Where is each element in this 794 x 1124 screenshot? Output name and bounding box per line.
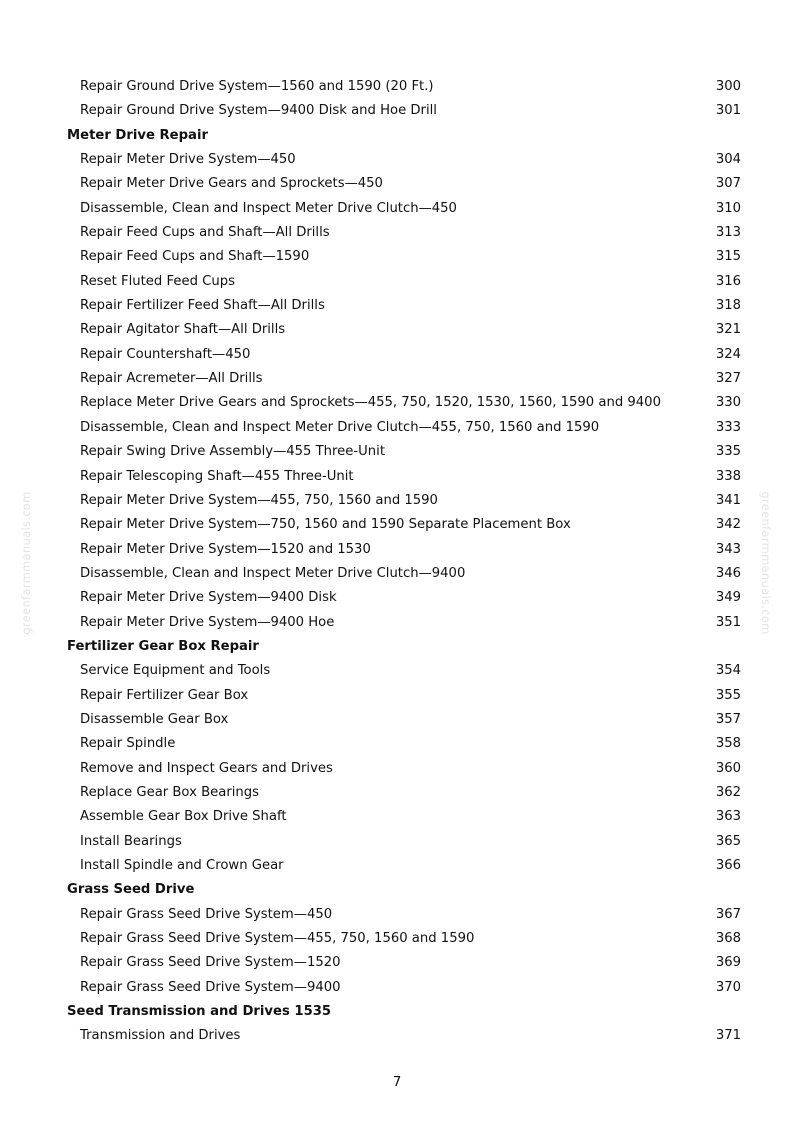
- toc-entry: [0, 586, 794, 610]
- toc-section-heading: [0, 1000, 794, 1024]
- toc-entry-page-number: 315: [715, 249, 741, 265]
- toc-entry-page-number: 371: [715, 1028, 741, 1044]
- toc-entry-title: Disassemble Gear Box: [80, 711, 229, 727]
- toc-entry-page-number: 338: [715, 468, 741, 484]
- toc-entry-page-number: 370: [715, 979, 741, 995]
- toc-entry-page-number: 346: [715, 565, 741, 581]
- watermark-left: greenfarmmanuals.com: [19, 491, 33, 635]
- table-of-contents: [0, 75, 794, 1049]
- toc-section-heading: [0, 635, 794, 659]
- toc-entry-page-number: 354: [715, 663, 741, 679]
- toc-entry-title: Disassemble, Clean and Inspect Meter Drive Clutch—450: [80, 200, 457, 216]
- toc-entry-title: Repair Meter Drive System—750, 1560 and 1590 Separate Placement Box: [80, 517, 571, 533]
- toc-entry-page-number: 335: [715, 444, 741, 460]
- toc-entry-title: Repair Meter Drive System—1520 and 1530: [80, 541, 371, 557]
- toc-entry-page-number: 318: [715, 298, 741, 314]
- toc-entry-title: Repair Meter Drive System—9400 Hoe: [80, 614, 335, 630]
- toc-entry-page-number: 358: [715, 736, 741, 752]
- toc-entry-title: Repair Swing Drive Assembly—455 Three-Unit: [80, 444, 385, 460]
- toc-entry-title: Install Bearings: [80, 833, 182, 849]
- toc-entry: [0, 270, 794, 294]
- toc-entry-page-number: 321: [715, 322, 741, 338]
- toc-entry-title: Disassemble, Clean and Inspect Meter Drive Clutch—455, 750, 1560 and 1590: [80, 419, 600, 435]
- toc-entry-page-number: 343: [715, 541, 741, 557]
- toc-entry: [0, 294, 794, 318]
- toc-entry-title: Repair Grass Seed Drive System—450: [80, 906, 333, 922]
- toc-entry-page-number: 363: [715, 809, 741, 825]
- toc-entry-title: Repair Fertilizer Gear Box: [80, 687, 249, 703]
- toc-entry: [0, 75, 794, 99]
- toc-entry-page-number: 324: [715, 346, 741, 362]
- toc-entry-page-number: 342: [715, 517, 741, 533]
- toc-entry-title: Replace Meter Drive Gears and Sprockets—455, 750, 1520, 1530, 1560, 1590 and 9400: [80, 395, 661, 411]
- toc-entry-title: Repair Meter Drive Gears and Sprockets—450: [80, 176, 383, 192]
- toc-entry: [0, 903, 794, 927]
- toc-entry: [0, 367, 794, 391]
- toc-entry-page-number: 362: [715, 784, 741, 800]
- toc-entry: [0, 440, 794, 464]
- toc-entry: [0, 465, 794, 489]
- toc-entry: [0, 172, 794, 196]
- toc-entry: [0, 659, 794, 683]
- toc-entry-title: Repair Meter Drive System—450: [80, 152, 296, 168]
- toc-entry: [0, 781, 794, 805]
- toc-entry-title: Repair Grass Seed Drive System—1520: [80, 955, 341, 971]
- toc-entry: [0, 391, 794, 415]
- toc-entry-page-number: 301: [715, 103, 741, 119]
- toc-entry: [0, 538, 794, 562]
- toc-entry-page-number: 341: [715, 492, 741, 508]
- toc-entry: [0, 489, 794, 513]
- toc-entry-page-number: 366: [715, 858, 741, 873]
- toc-entry: [0, 757, 794, 781]
- toc-section-title: Grass Seed Drive: [67, 882, 195, 898]
- toc-entry-page-number: 355: [715, 687, 741, 703]
- toc-entry-page-number: 369: [715, 955, 741, 971]
- toc-entry: [0, 513, 794, 537]
- toc-entry-title: Repair Grass Seed Drive System—455, 750, 1560 and 1590: [80, 931, 475, 947]
- toc-section-title: Meter Drive Repair: [67, 127, 208, 143]
- toc-entry-page-number: 360: [715, 760, 741, 776]
- toc-entry: [0, 416, 794, 440]
- toc-entry-title: Repair Telescoping Shaft—455 Three-Unit: [80, 468, 354, 484]
- toc-entry-title: Install Spindle and Crown Gear: [80, 858, 284, 873]
- toc-entry: [0, 611, 794, 635]
- toc-entry-title: Repair Ground Drive System—9400 Disk and Hoe Drill: [80, 103, 437, 119]
- toc-entry: [0, 976, 794, 1000]
- toc-entry: [0, 684, 794, 708]
- toc-entry-title: Repair Ground Drive System—1560 and 1590 (20 Ft.): [80, 79, 434, 94]
- toc-section-heading: [0, 124, 794, 148]
- toc-entry-page-number: 310: [715, 200, 741, 216]
- toc-entry-title: Repair Agitator Shaft—All Drills: [80, 322, 286, 338]
- watermark-right: greenfarmmanuals.com: [759, 491, 773, 635]
- toc-entry: [0, 99, 794, 123]
- toc-entry: [0, 245, 794, 269]
- toc-entry-title: Remove and Inspect Gears and Drives: [80, 760, 333, 776]
- toc-entry-title: Transmission and Drives: [80, 1028, 241, 1044]
- toc-entry-page-number: 327: [715, 371, 741, 387]
- toc-entry: [0, 951, 794, 975]
- toc-entry: [0, 1024, 794, 1048]
- toc-entry-page-number: 333: [715, 419, 741, 435]
- toc-entry-page-number: 368: [715, 931, 741, 947]
- toc-entry: [0, 732, 794, 756]
- toc-entry-page-number: 351: [715, 614, 741, 630]
- toc-entry: [0, 854, 794, 878]
- toc-entry-title: Repair Fertilizer Feed Shaft—All Drills: [80, 298, 325, 314]
- toc-entry-title: Repair Countershaft—450: [80, 346, 251, 362]
- toc-entry-title: Repair Meter Drive System—455, 750, 1560 and 1590: [80, 492, 438, 508]
- toc-section-title: Fertilizer Gear Box Repair: [67, 638, 259, 654]
- page-number: 7: [392, 1074, 402, 1090]
- toc-entry: [0, 805, 794, 829]
- toc-entry-page-number: 357: [715, 711, 741, 727]
- toc-entry-title: Repair Feed Cups and Shaft—1590: [80, 249, 310, 265]
- toc-entry-page-number: 300: [715, 79, 741, 94]
- toc-entry-page-number: 330: [715, 395, 741, 411]
- toc-entry-page-number: 313: [715, 225, 741, 241]
- toc-entry-page-number: 304: [715, 152, 741, 168]
- toc-entry-page-number: 316: [715, 273, 741, 289]
- toc-entry-page-number: 307: [715, 176, 741, 192]
- toc-entry: [0, 221, 794, 245]
- toc-entry-page-number: 349: [715, 590, 741, 606]
- toc-entry-title: Replace Gear Box Bearings: [80, 784, 260, 800]
- toc-entry-title: Repair Spindle: [80, 736, 176, 752]
- toc-entry-page-number: 365: [715, 833, 741, 849]
- toc-entry: [0, 830, 794, 854]
- toc-entry: [0, 562, 794, 586]
- toc-entry: [0, 318, 794, 342]
- toc-entry-title: Service Equipment and Tools: [80, 663, 271, 679]
- toc-entry-title: Assemble Gear Box Drive Shaft: [80, 809, 287, 825]
- toc-section-title: Seed Transmission and Drives 1535: [67, 1004, 332, 1020]
- toc-entry: [0, 708, 794, 732]
- toc-entry-title: Reset Fluted Feed Cups: [80, 273, 235, 289]
- toc-entry: [0, 197, 794, 221]
- toc-entry-title: Repair Feed Cups and Shaft—All Drills: [80, 225, 330, 241]
- toc-entry: [0, 927, 794, 951]
- toc-entry: [0, 343, 794, 367]
- toc-entry-title: Repair Meter Drive System—9400 Disk: [80, 590, 337, 606]
- toc-entry-page-number: 367: [715, 906, 741, 922]
- toc-section-heading: [0, 878, 794, 902]
- toc-entry-title: Repair Grass Seed Drive System—9400: [80, 979, 341, 995]
- toc-entry: [0, 148, 794, 172]
- toc-entry-title: Disassemble, Clean and Inspect Meter Drive Clutch—9400: [80, 565, 466, 581]
- toc-entry-title: Repair Acremeter—All Drills: [80, 371, 263, 387]
